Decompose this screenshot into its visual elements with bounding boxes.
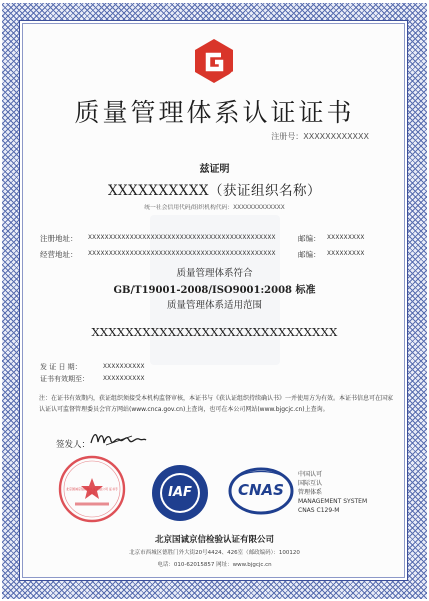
cnas-caption-line: CNAS C129-M <box>298 507 340 514</box>
business-address-label: 经营地址： <box>40 250 78 259</box>
seal-text: 北京国诚京信检验认证有限公司 证书专用章 <box>66 487 118 495</box>
issuer-address: 北京市西城区德胜门外大街20号4424、426室（邮政编码）：100120 <box>129 550 300 556</box>
cnas-caption-line: 管理体系 <box>298 489 323 496</box>
scope-heading: 质量管理体系适用范围 <box>166 300 262 311</box>
company-logo-icon <box>194 38 234 84</box>
registered-address-value: XXXXXXXXXXXXXXXXXXXXXXXXXXXXXXXXXXXXXXXXXXXXX <box>88 235 276 241</box>
issue-date-value: XXXXXXXXXX <box>103 364 145 370</box>
iaf-logo <box>148 463 212 523</box>
issuer-contact: 电话：010-62015857 网址：www.bjgcjc.cn <box>157 562 272 568</box>
business-address-value: XXXXXXXXXXXXXXXXXXXXXXXXXXXXXXXXXXXXXXXXXXXXX <box>88 251 276 257</box>
issuer-name: 北京国诚京信检验认证有限公司 <box>154 535 274 545</box>
valid-until-value: XXXXXXXXXX <box>103 376 145 382</box>
cnas-caption-line: 中国认可 <box>298 471 323 478</box>
certificate-number: 注册号：XXXXXXXXXXXX <box>271 132 369 141</box>
cnas-caption <box>298 470 367 515</box>
scope-text: XXXXXXXXXXXXXXXXXXXXXXXXXXXXX <box>91 325 338 339</box>
organization-name: XXXXXXXXXX（获证组织名称） <box>107 183 322 199</box>
valid-until-label: 证书有效期至： <box>40 375 89 383</box>
cnas-caption-line: 国际互认 <box>298 480 323 487</box>
certificate-title: 质量管理体系认证证书 <box>74 98 355 127</box>
issue-date-label: 发 证 日 期： <box>40 363 82 371</box>
business-postcode-label: 邮编： <box>298 250 321 259</box>
cnas-label: CNAS <box>238 481 284 499</box>
cnas-caption-line: MANAGEMENT SYSTEM <box>298 498 368 505</box>
business-postcode-value: XXXXXXXXX <box>327 251 365 257</box>
certificate-note: 注：在证书有效期内，获证组织须接受本机构监督审核，本证书与《获认证组织持续确认书》一并使用方为有效。本证书信息可在国家认证认可监督管理委员会官方网站(www.cnca.gov.cn)上查询，也可在本公司网站(www.bjgcjc.cn)上查询。 <box>39 395 394 413</box>
credit-code: 统一社会信用代码/组织机构代码：XXXXXXXXXXXXX <box>144 205 285 211</box>
hereby-certify: 兹证明 <box>199 164 230 175</box>
cnas-logo <box>228 465 294 517</box>
signatory-label: 签发人： <box>56 440 91 450</box>
registered-address-label: 注册地址： <box>40 234 78 243</box>
standard-line: GB/T19001-2008/ISO9001:2008 标准 <box>113 285 316 296</box>
registered-postcode-value: XXXXXXXXX <box>327 235 365 241</box>
conformity-line-1: 质量管理体系符合 <box>176 268 253 279</box>
signature <box>88 428 148 450</box>
registered-postcode-label: 邮编： <box>298 234 321 243</box>
iaf-label: IAF <box>168 485 192 500</box>
